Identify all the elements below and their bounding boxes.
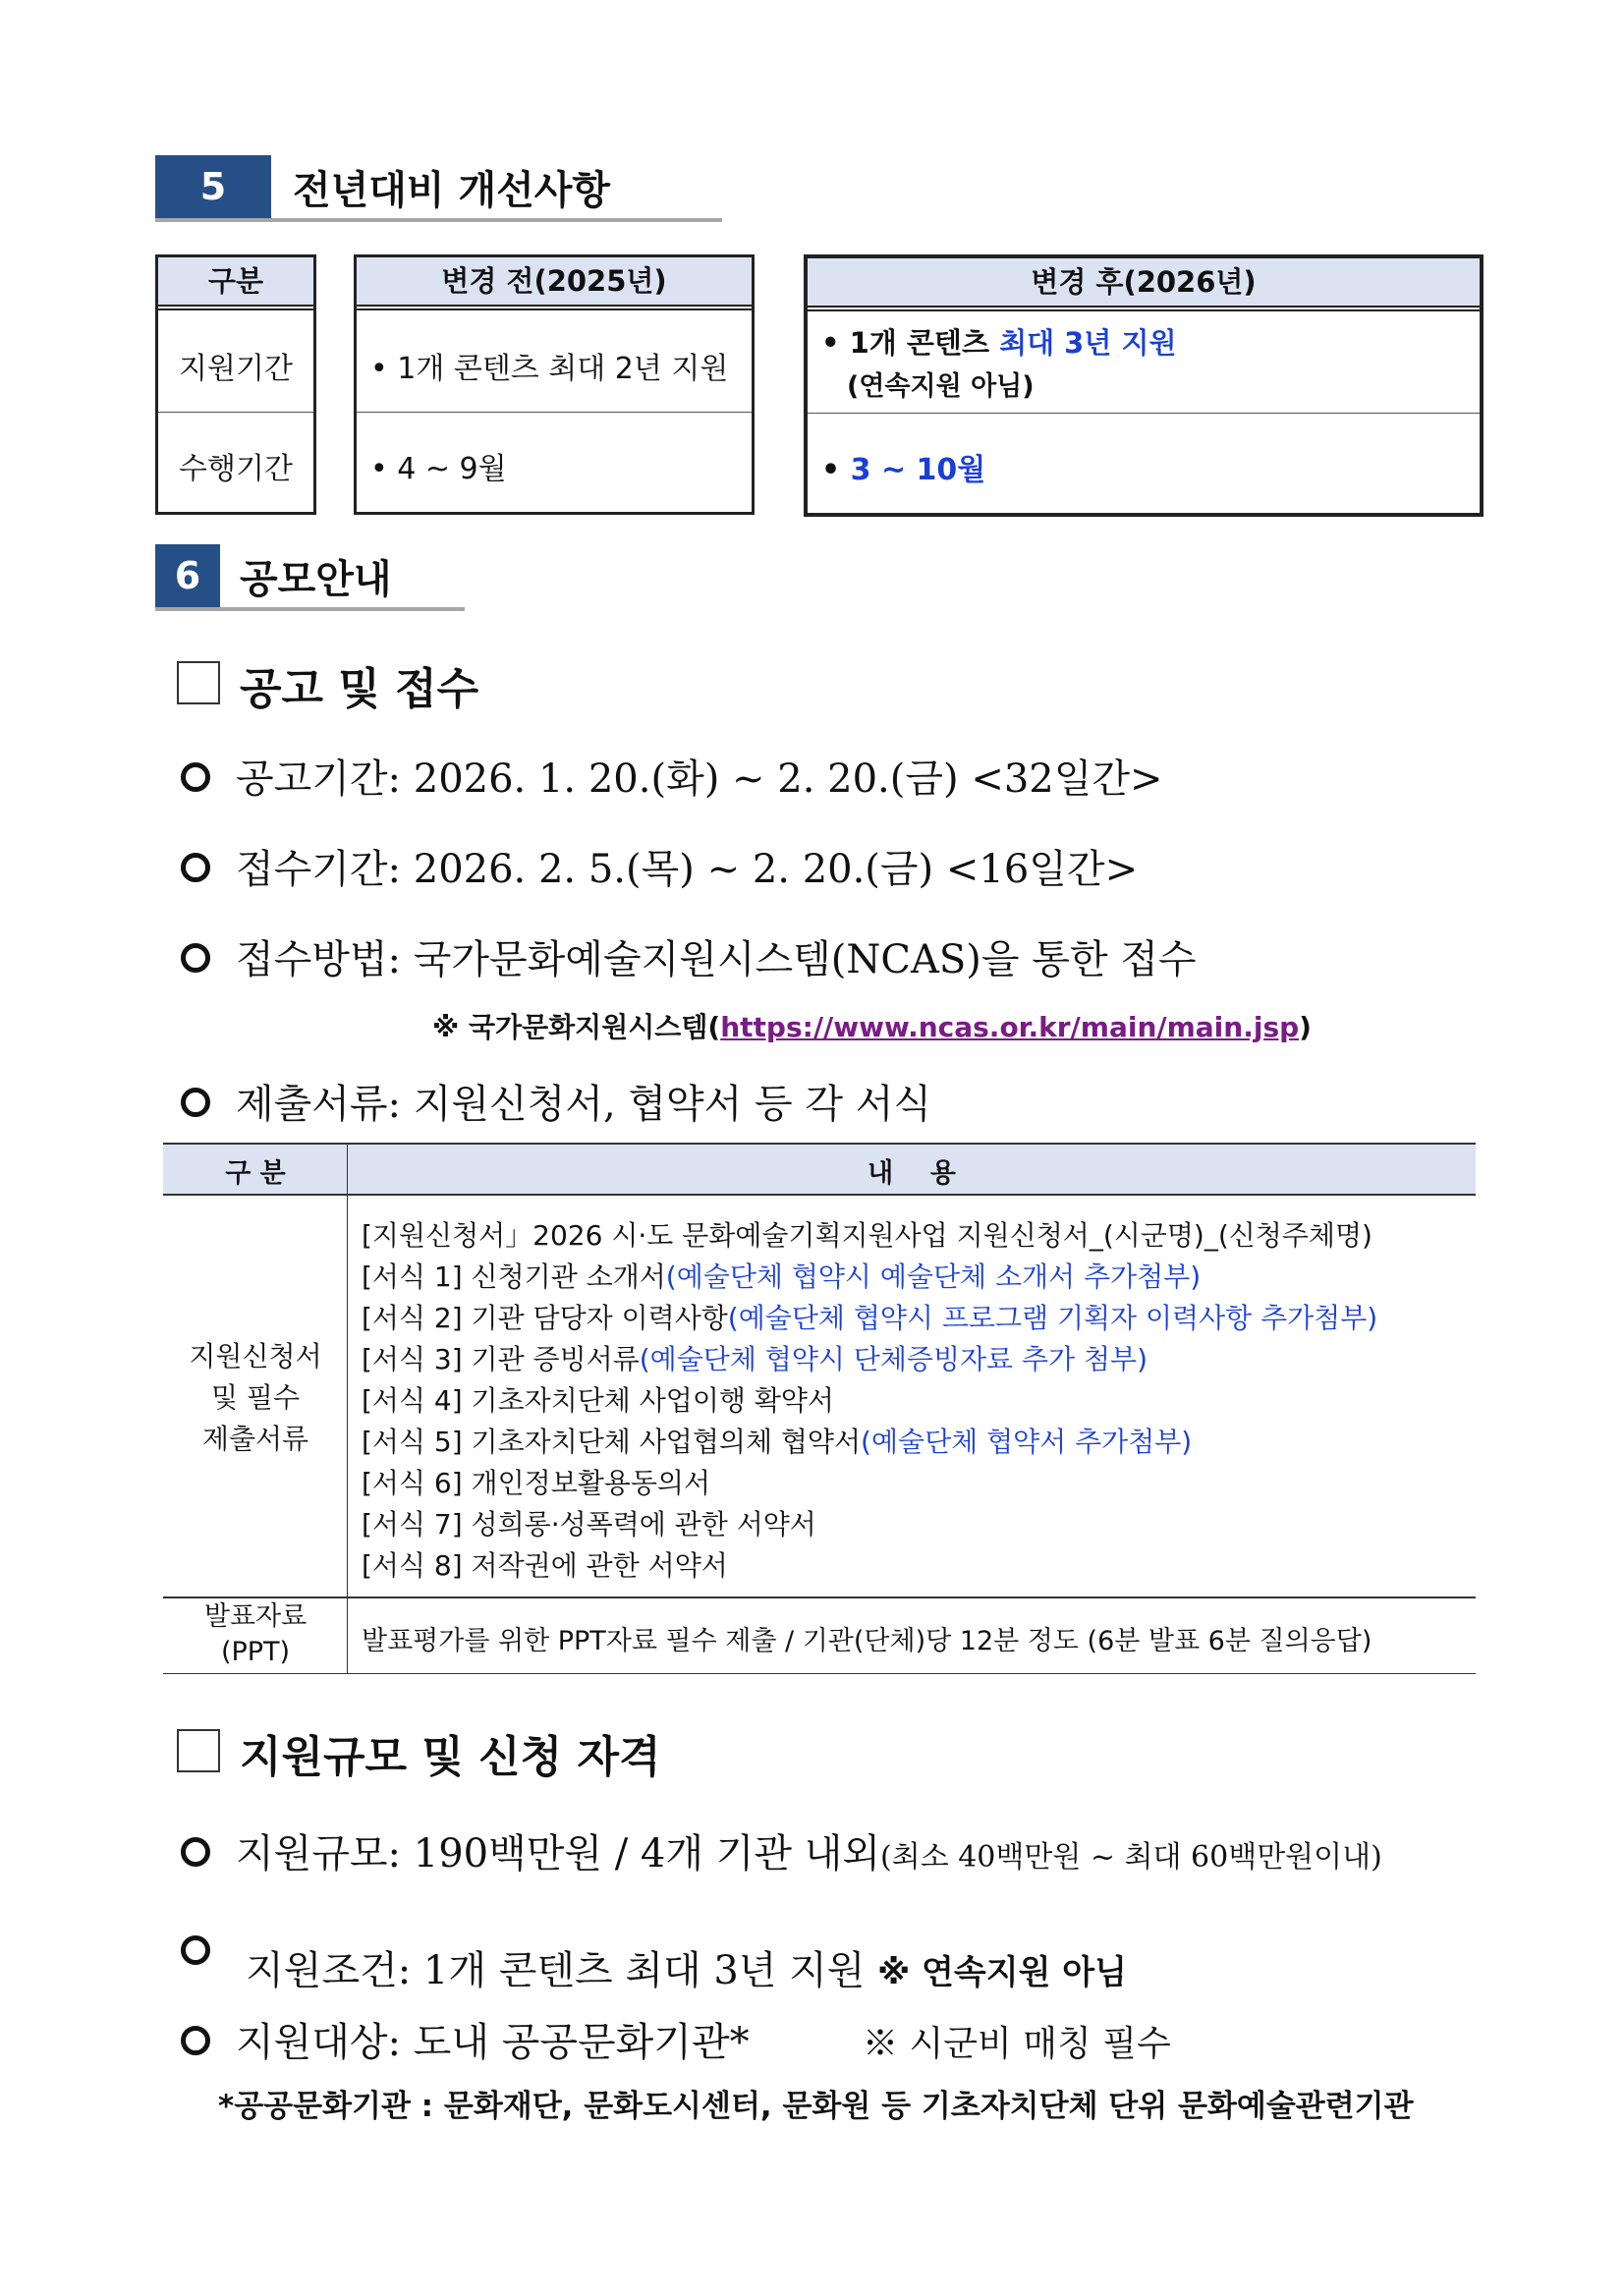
ncas-note bbox=[432, 1006, 1312, 1045]
support-target: 지원대상: 도내 공공문화기관* bbox=[236, 2020, 750, 2065]
doc-line-text: [서식 4] 기초자치단체 사업이행 확약서 bbox=[362, 1384, 834, 1417]
bullet-ring-icon bbox=[181, 2026, 210, 2055]
ncas-link[interactable]: https://www.ncas.or.kr/main/main.jsp bbox=[720, 1011, 1300, 1043]
bullet-ring-icon bbox=[181, 853, 210, 882]
bullet-ring-icon bbox=[181, 943, 210, 973]
bullet-ring-icon bbox=[181, 1088, 210, 1117]
doc-line-form-4 bbox=[362, 1379, 834, 1419]
comparison-before-table bbox=[354, 254, 755, 515]
support-condition-note: ※ 연속지원 아님 bbox=[877, 1953, 1127, 1992]
footnote-public-institution: *공공문화기관 : 문화재단, 문화도시센터, 문화원 등 기초자치단체 단위 문화예술관련기관 bbox=[218, 2089, 1414, 2124]
row-label-support-period: 지원기간 bbox=[179, 352, 293, 386]
doc-line-form-5 bbox=[362, 1421, 1192, 1460]
sub2-checkbox bbox=[177, 1729, 220, 1772]
header-double-rule bbox=[357, 308, 752, 310]
doc-line-form-2 bbox=[362, 1297, 1377, 1336]
docs-row-divider bbox=[163, 1596, 1476, 1598]
bullet-ring-icon bbox=[181, 762, 210, 792]
ncas-note-prefix: ※ 국가문화지원시스템( bbox=[432, 1011, 721, 1043]
before-header: 변경 전(2025년) bbox=[357, 257, 752, 307]
doc-line-blue: (예술단체 협약시 프로그램 기획자 이력사항 추가첨부) bbox=[727, 1302, 1378, 1334]
section-5-underline bbox=[155, 218, 722, 222]
support-scale bbox=[236, 1822, 1382, 1878]
docs-row2-label-line: (PPT) bbox=[220, 1637, 291, 1667]
header-double-rule bbox=[808, 309, 1480, 311]
application-method: 접수방법: 국가문화예술지원시스템(NCAS)을 통한 접수 bbox=[236, 937, 1197, 982]
doc-line-form-3 bbox=[362, 1338, 1148, 1377]
after-header: 변경 후(2026년) bbox=[808, 258, 1480, 308]
after-execution-period bbox=[821, 445, 985, 488]
docs-table-bottom bbox=[163, 1673, 1476, 1674]
support-target-note: ※ 시군비 매칭 필수 bbox=[863, 2024, 1171, 2064]
sub1-checkbox bbox=[177, 661, 220, 704]
after-execution-highlight: 3 ~ 10월 bbox=[850, 453, 986, 487]
doc-line-form-8 bbox=[362, 1544, 728, 1584]
before-execution-period: • 4 ~ 9월 bbox=[370, 452, 507, 486]
doc-line-blue: (예술단체 협약시 예술단체 소개서 추가첨부) bbox=[665, 1260, 1202, 1293]
before-support-period: • 1개 콘텐츠 최대 2년 지원 bbox=[370, 352, 729, 386]
docs-header-category: 구 분 bbox=[225, 1158, 286, 1189]
doc-line-application-form bbox=[362, 1214, 1372, 1254]
after-support-highlight: 최대 3년 지원 bbox=[999, 326, 1177, 360]
section-6-underline bbox=[155, 607, 465, 611]
doc-line-form-7 bbox=[362, 1503, 816, 1542]
section-5-number: 5 bbox=[155, 155, 271, 218]
support-scale-detail: (최소 40백만원 ~ 최대 60백만원이내) bbox=[880, 1840, 1382, 1875]
doc-line-text: [서식 3] 기관 증빙서류 bbox=[362, 1343, 640, 1375]
docs-header-content: 내 용 bbox=[868, 1158, 956, 1189]
section-5-title: 전년대비 개선사항 bbox=[293, 168, 611, 213]
after-support-note: (연속지원 아님) bbox=[847, 371, 1035, 402]
sub1-title: 공고 및 접수 bbox=[240, 664, 479, 714]
doc-line-text: [서식 5] 기초자치단체 사업협의체 협약서 bbox=[362, 1426, 862, 1458]
row-separator bbox=[808, 413, 1480, 414]
bullet-ring-icon bbox=[181, 1935, 210, 1965]
doc-line-text: [서식 7] 성희롱·성폭력에 관한 서약서 bbox=[362, 1508, 816, 1540]
doc-line-blue: (예술단체 협약서 추가첨부) bbox=[861, 1426, 1193, 1458]
doc-line-text: [서식 2] 기관 담당자 이력사항 bbox=[362, 1302, 728, 1334]
support-scale-main: 지원규모: 190백만원 / 4개 기관 내외 bbox=[236, 1831, 881, 1876]
category-header: 구분 bbox=[158, 257, 313, 307]
docs-row1-label-line: 및 필수 bbox=[210, 1381, 301, 1414]
doc-line-form-6 bbox=[362, 1462, 710, 1501]
after-execution-bullet: • bbox=[821, 453, 851, 487]
row-label-execution-period: 수행기간 bbox=[179, 452, 293, 486]
docs-row1-label bbox=[163, 1336, 348, 1460]
doc-line-text: [서식 8] 저작권에 관한 서약서 bbox=[362, 1549, 728, 1582]
doc-line-form-1 bbox=[362, 1256, 1201, 1295]
ncas-note-suffix: ) bbox=[1299, 1011, 1312, 1043]
docs-row2-label bbox=[163, 1599, 348, 1670]
docs-row1-label-line: 지원신청서 bbox=[189, 1340, 322, 1372]
comparison-category-table bbox=[155, 254, 316, 515]
notice-period: 공고기간: 2026. 1. 20.(화) ~ 2. 20.(금) <32일간> bbox=[236, 756, 1163, 802]
comparison-after-table bbox=[804, 254, 1484, 517]
doc-line-text: [지원신청서」2026 시·도 문화예술기획지원사업 지원신청서_(시군명)_(신청주체명) bbox=[362, 1219, 1372, 1252]
row-separator bbox=[357, 412, 752, 413]
sub2-title: 지원규모 및 신청 자격 bbox=[240, 1732, 661, 1782]
doc-line-blue: (예술단체 협약시 단체증빙자료 추가 첨부) bbox=[639, 1343, 1148, 1375]
docs-row2-label-line: 발표자료 bbox=[203, 1601, 308, 1632]
header-double-rule bbox=[158, 308, 313, 310]
row-separator bbox=[158, 412, 313, 413]
doc-line-ppt: 발표평가를 위한 PPT자료 필수 제출 / 기관(단체)당 12분 정도 (6분 발표 6분 질의응답) bbox=[362, 1626, 1372, 1656]
section-6-title: 공모안내 bbox=[240, 557, 392, 602]
docs-row1-label-line: 제출서류 bbox=[201, 1423, 309, 1455]
bullet-ring-icon bbox=[181, 1837, 210, 1867]
application-period: 접수기간: 2026. 2. 5.(목) ~ 2. 20.(금) <16일간> bbox=[236, 847, 1139, 892]
after-support-prefix: • 1개 콘텐츠 bbox=[821, 326, 1000, 360]
support-condition-main: 지원조건: 1개 콘텐츠 최대 3년 지원 bbox=[246, 1948, 878, 1993]
section-6-number: 6 bbox=[155, 544, 220, 607]
doc-line-text: [서식 1] 신청기관 소개서 bbox=[362, 1260, 666, 1293]
submission-docs: 제출서류: 지원신청서, 협약서 등 각 서식 bbox=[236, 1082, 932, 1127]
support-condition bbox=[236, 1921, 1127, 1995]
doc-line-text: [서식 6] 개인정보활용동의서 bbox=[362, 1467, 710, 1499]
after-support-period bbox=[821, 321, 1177, 362]
